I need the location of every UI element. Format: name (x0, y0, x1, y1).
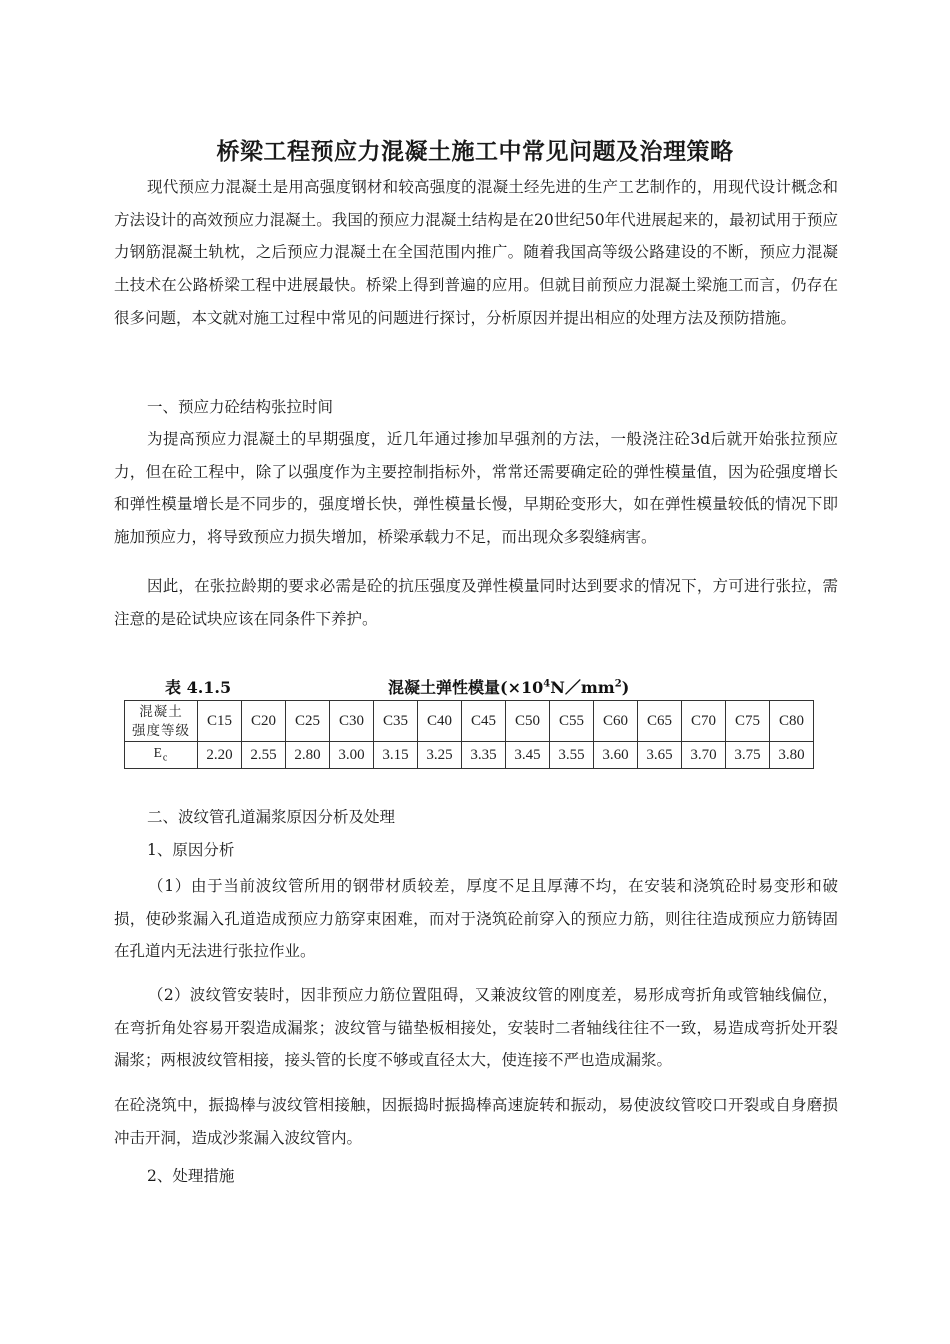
section2-heading: 二、波纹管孔道漏浆原因分析及处理 (147, 808, 396, 826)
value-cell: 3.60 (594, 742, 638, 769)
ec-row (125, 742, 814, 769)
value-cell: 3.15 (374, 742, 418, 769)
row-label-grade (125, 701, 198, 742)
section1-heading: 一、预应力砼结构张拉时间 (147, 398, 334, 416)
subsection1-paragraph-1: （1）由于当前波纹管所用的钢带材质较差，厚度不足且厚薄不均，在安装和浇筑砼时易变形和破损，使砂浆漏入孔道造成预应力筋穿束困难，而对于浇筑砼前穿入的预应力筋，则往往造成预应力筋铸固在孔道内无法进行张拉作业。 (114, 877, 838, 961)
intro-paragraph: 现代预应力混凝土是用高强度钢材和较高强度的混凝土经先进的生产工艺制作的，用现代设计概念和方法设计的高效预应力混凝土。我国的预应力混凝土结构是在20世纪50年代进展起来的，最初试用于预应力钢筋混凝土轨枕，之后预应力混凝土在全国范围内推广。随着我国高等级公路建设的不断，预应力混凝土技术在公路桥梁工程中进展最快。桥梁上得到普遍的应用。但就目前预应力混凝土梁施工而言，仍存在很多问题，本文就对施工过程中常见的问题进行探讨，分析原因并提出相应的处理方法及预防措施。 (114, 178, 838, 327)
grade-cell: C60 (594, 701, 638, 742)
section1-paragraph-1: 为提高预应力混凝土的早期强度，近几年通过掺加早强剂的方法，一般浇注砼3d后就开始张拉预应力，但在砼工程中，除了以强度作为主要控制指标外，常常还需要确定砼的弹性模量值，因为砼强度增长和弹性模量增长是不同步的，强度增长快，弹性模量长慢，早期砼变形大，如在弹性模量较低的情况下即施加预应力，将导致预应力损失增加，桥梁承载力不足，而出现众多裂缝病害。 (114, 430, 838, 547)
section1-paragraph-2: 因此，在张拉龄期的要求必需是砼的抗压强度及弹性模量同时达到要求的情况下，方可进行张拉，需注意的是砼试块应该在同条件下养护。 (114, 577, 838, 628)
value-cell: 2.80 (286, 742, 330, 769)
ec-symbol: E (153, 744, 163, 760)
grade-cell: C40 (418, 701, 462, 742)
grade-cell: C30 (330, 701, 374, 742)
grade-cell: C70 (682, 701, 726, 742)
table-caption-square: 2 (614, 678, 622, 690)
table-caption-main: 混凝土弹性模量(×10 (388, 678, 544, 697)
value-cell: 3.55 (550, 742, 594, 769)
table-caption-exponent: 4 (543, 678, 551, 690)
table-caption (388, 675, 629, 698)
value-cell: 2.55 (242, 742, 286, 769)
value-cell: 3.25 (418, 742, 462, 769)
value-cell: 3.70 (682, 742, 726, 769)
value-cell: 3.65 (638, 742, 682, 769)
table-caption-unit: N／mm (550, 678, 615, 697)
grade-cell: C80 (770, 701, 814, 742)
subsection1-paragraph-3: 在砼浇筑中，振捣棒与波纹管相接触，因振捣时振捣棒高速旋转和振动，易使波纹管咬口开裂或自身磨损冲击开洞，造成沙浆漏入波纹管内。 (114, 1096, 838, 1147)
table-number: 表 4.1.5 (165, 678, 232, 697)
ec-subscript: c (162, 752, 169, 764)
value-cell: 2.20 (198, 742, 242, 769)
value-cell: 3.35 (462, 742, 506, 769)
row-label-grade-line1: 混凝土 (139, 704, 183, 719)
elastic-modulus-table (124, 700, 814, 769)
grade-cell: C45 (462, 701, 506, 742)
grade-cell: C50 (506, 701, 550, 742)
value-cell: 3.75 (726, 742, 770, 769)
grade-cell: C75 (726, 701, 770, 742)
table-caption-close: ) (621, 678, 630, 697)
subsection2-heading: 2、处理措施 (147, 1167, 235, 1185)
grade-cell: C20 (242, 701, 286, 742)
row-label-ec (125, 742, 198, 769)
grade-cell: C55 (550, 701, 594, 742)
value-cell: 3.00 (330, 742, 374, 769)
value-cell: 3.45 (506, 742, 550, 769)
row-label-grade-line2: 强度等级 (132, 723, 190, 738)
grade-row (125, 701, 814, 742)
document-title: 桥梁工程预应力混凝土施工中常见问题及治理策略 (216, 139, 734, 165)
subsection1-heading: 1、原因分析 (147, 841, 235, 859)
value-cell: 3.80 (770, 742, 814, 769)
grade-cell: C65 (638, 701, 682, 742)
subsection1-paragraph-2: （2）波纹管安装时，因非预应力筋位置阻碍，又兼波纹管的刚度差，易形成弯折角或管轴线偏位，在弯折角处容易开裂造成漏浆；波纹管与锚垫板相接处，安装时二者轴线往往不一致，易造成弯折处开裂漏浆；两根波纹管相接，接头管的长度不够或直径太大，使连接不严也造成漏浆。 (114, 986, 838, 1070)
grade-cell: C25 (286, 701, 330, 742)
grade-cell: C15 (198, 701, 242, 742)
grade-cell: C35 (374, 701, 418, 742)
